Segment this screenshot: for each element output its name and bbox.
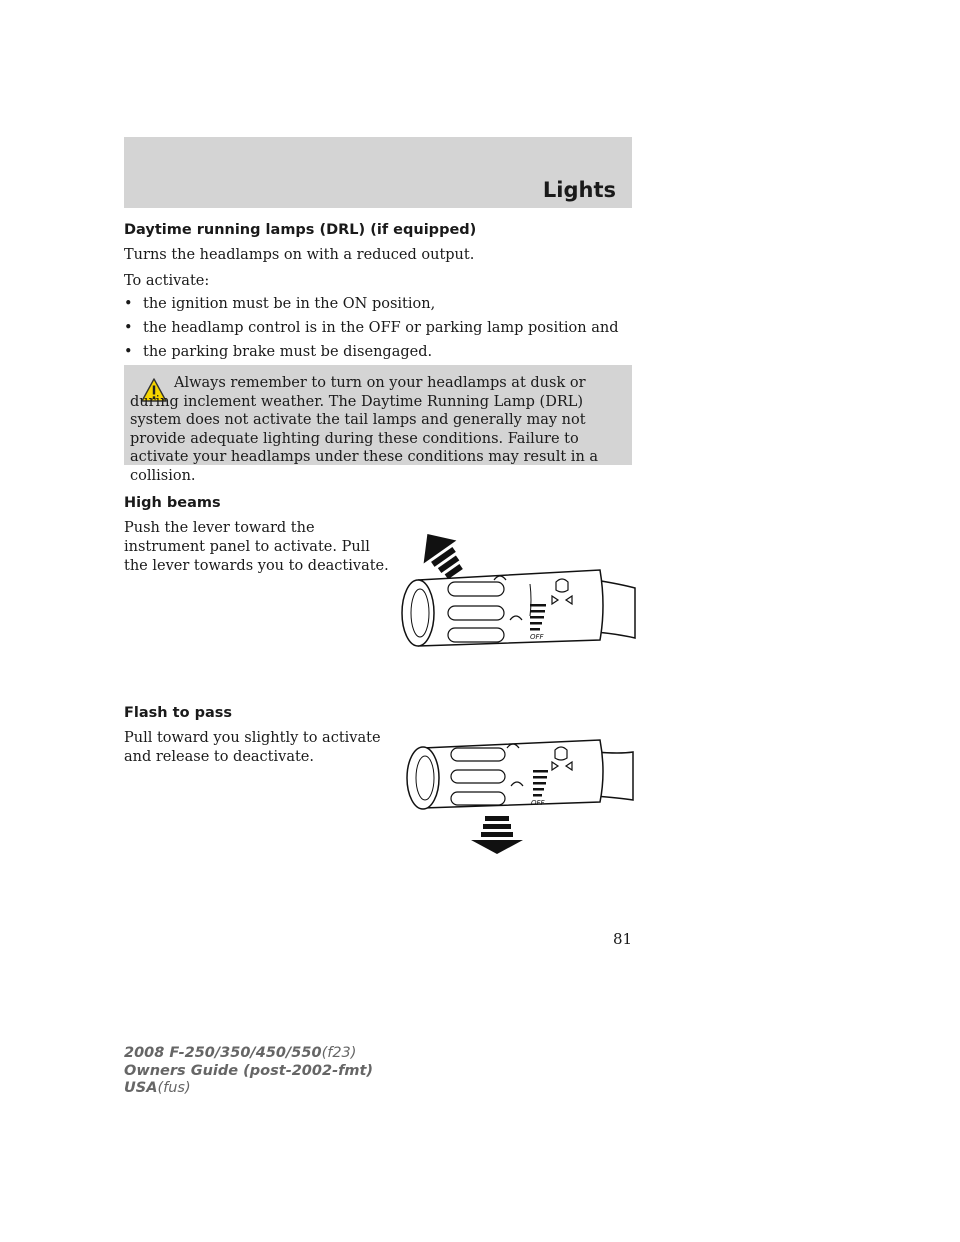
pull-arrow-icon	[471, 816, 523, 854]
flash-to-pass-line-2: and release to deactivate.	[124, 749, 314, 765]
footer-model: 2008 F-250/350/450/550	[124, 1045, 322, 1061]
bullet-icon: •	[124, 296, 133, 312]
high-beams-lever-illustration	[390, 520, 640, 680]
lever-off-label: OFF	[530, 633, 544, 641]
flash-to-pass-heading: Flash to pass	[124, 705, 233, 721]
footer-guide: Owners Guide (post-2002-fmt)	[124, 1062, 374, 1079]
flash-to-pass-line-1: Pull toward you slightly to activate	[124, 730, 381, 746]
high-beams-line-2: instrument panel to activate. Pull	[124, 539, 370, 555]
high-beams-line-3: the lever towards you to deactivate.	[124, 558, 389, 574]
footer-market: USA	[124, 1080, 158, 1096]
drl-heading: Daytime running lamps (DRL) (if equipped)	[124, 222, 477, 238]
high-beams-line-1: Push the lever toward the	[124, 520, 315, 536]
drl-activate-label: To activate:	[124, 273, 210, 289]
drl-intro: Turns the headlamps on with a reduced output.	[124, 247, 475, 263]
push-arrow-icon	[411, 523, 472, 586]
lever-off-label: OFF	[531, 799, 545, 807]
high-beams-heading: High beams	[124, 495, 221, 511]
footer-market-code: (fus)	[157, 1080, 191, 1096]
warning-box	[124, 365, 632, 484]
bullet-icon: •	[124, 344, 133, 360]
document-footer	[124, 1045, 373, 1098]
section-header-band	[124, 137, 632, 208]
flash-to-pass-lever-illustration	[395, 730, 640, 860]
footer-model-code: (f23)	[321, 1045, 357, 1061]
page-number: 81	[613, 930, 633, 948]
bullet-icon: •	[124, 320, 133, 336]
section-title: Lights	[542, 178, 616, 202]
warning-text: Always remember to turn on your headlamps at dusk or during inclement weather. The Daytime Running Lamp (DRL) system does not activate the tail lamps and generally may not provide adequate lighting during these conditions. Failure to activate your headlamps under these conditions may result in a collision.	[130, 375, 599, 484]
